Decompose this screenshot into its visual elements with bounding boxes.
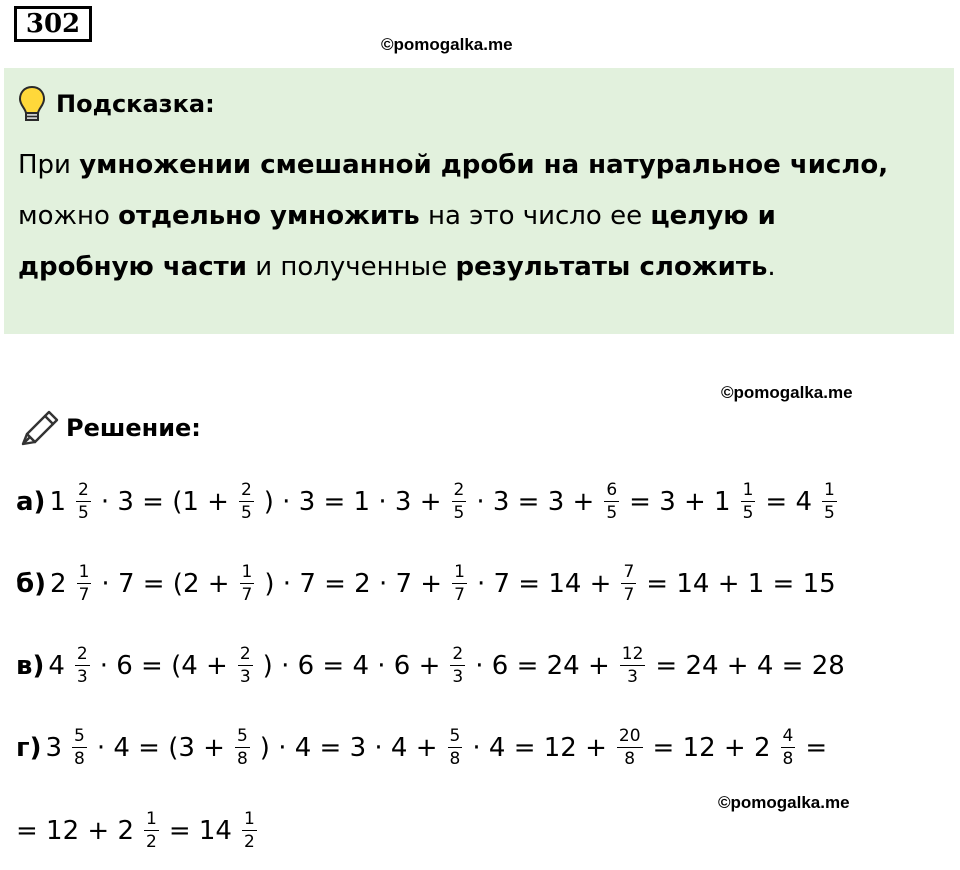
- equation-g: [16, 727, 827, 768]
- equation-a: [16, 481, 840, 522]
- fraction-denominator: 8: [236, 749, 248, 769]
- equation-text: = 12 + 2: [652, 732, 771, 763]
- fraction-denominator: 3: [239, 667, 251, 687]
- fraction-denominator: 7: [78, 585, 90, 605]
- hint-bold-text: отдельно умножить: [118, 201, 420, 231]
- equation-text: =: [805, 732, 828, 763]
- equation-text: ) · 6 = 4 · 6 +: [262, 650, 441, 681]
- fraction-denominator: 3: [76, 667, 88, 687]
- lightbulb-icon: [18, 85, 46, 123]
- hint-header: [18, 84, 954, 124]
- fraction: [620, 645, 646, 686]
- equation-text: = 3 + 1: [629, 486, 731, 517]
- hint-text: [18, 140, 954, 293]
- fraction: [238, 645, 253, 686]
- equation-text: · 4 = 12 +: [472, 732, 607, 763]
- fraction: [76, 481, 91, 522]
- fraction: [239, 481, 254, 522]
- hint-text-run: и полученные: [246, 252, 456, 282]
- fraction-denominator: 8: [449, 749, 461, 769]
- fraction: [617, 727, 643, 768]
- fraction-numerator: 2: [239, 644, 251, 664]
- fraction-numerator: 1: [146, 809, 157, 829]
- equation-text: = 14 + 1 = 15: [646, 568, 836, 599]
- fraction-numerator: 1: [742, 480, 754, 500]
- fraction: [77, 563, 92, 604]
- fraction: [604, 481, 619, 522]
- equation-text: · 7 = (2 +: [101, 568, 230, 599]
- equation-text: ) · 7 = 2 · 7 +: [264, 568, 443, 599]
- pencil-icon: [18, 408, 60, 448]
- fraction-numerator: 2: [452, 644, 464, 664]
- equation-text: ) · 3 = 1 · 3 +: [263, 486, 442, 517]
- equation-text: · 3 = 3 +: [476, 486, 595, 517]
- fraction-denominator: 5: [77, 503, 89, 523]
- hint-bold-text: целую и: [650, 201, 776, 231]
- fraction: [822, 481, 837, 522]
- fraction: [781, 727, 796, 768]
- fraction: [75, 645, 90, 686]
- fraction: [72, 727, 87, 768]
- fraction-numerator: 7: [623, 562, 635, 582]
- fraction-numerator: 20: [618, 726, 641, 746]
- solution-header: [18, 408, 201, 448]
- hint-line-2: [18, 191, 954, 242]
- equation-text: 4: [48, 650, 65, 681]
- hint-line-1: [18, 140, 954, 191]
- fraction-denominator: 7: [623, 585, 635, 605]
- fraction: [450, 645, 465, 686]
- hint-text-run: на это число ее: [419, 201, 651, 231]
- fraction: [448, 727, 463, 768]
- fraction-numerator: 1: [454, 562, 465, 582]
- fraction: [452, 481, 467, 522]
- fraction-denominator: 8: [782, 749, 794, 769]
- fraction: [144, 810, 159, 851]
- fraction-denominator: 5: [606, 503, 618, 523]
- equation-text: = 24 + 4 = 28: [655, 650, 845, 681]
- fraction-denominator: 3: [452, 667, 464, 687]
- solution-title: Решение:: [66, 414, 201, 442]
- equation-g-continued: [16, 810, 260, 851]
- fraction-denominator: 7: [241, 585, 253, 605]
- fraction-denominator: 7: [454, 585, 465, 605]
- equation-text: · 4 = (3 +: [96, 732, 225, 763]
- hint-bold-text: умножении смешанной дроби на натуральное число,: [79, 150, 889, 180]
- equation-text: · 6 = 24 +: [475, 650, 610, 681]
- equation-text: · 6 = (4 +: [99, 650, 228, 681]
- fraction: [452, 563, 467, 604]
- hint-line-3: [18, 242, 954, 293]
- fraction-numerator: 1: [243, 809, 255, 829]
- equation-label: б): [16, 568, 47, 599]
- fraction-numerator: 5: [449, 726, 461, 746]
- fraction-denominator: 3: [627, 667, 638, 687]
- fraction-denominator: 5: [824, 503, 835, 523]
- fraction: [741, 481, 756, 522]
- hint-text-run: можно: [18, 201, 119, 231]
- fraction-numerator: 5: [74, 726, 85, 746]
- watermark-middle: ©pomogalka.me: [721, 383, 853, 402]
- fraction-numerator: 4: [782, 726, 794, 746]
- equation-text: = 14: [168, 815, 232, 846]
- fraction-denominator: 2: [146, 832, 157, 852]
- fraction-numerator: 5: [236, 726, 248, 746]
- fraction: [240, 563, 255, 604]
- hint-box: [4, 68, 954, 334]
- hint-text-run: При: [18, 150, 80, 180]
- equation-text: 1: [49, 486, 66, 517]
- fraction-denominator: 2: [243, 832, 255, 852]
- equation-label: г): [16, 732, 42, 763]
- fraction: [242, 810, 257, 851]
- fraction-denominator: 5: [453, 503, 465, 523]
- task-number: 302: [14, 6, 92, 42]
- fraction: [235, 727, 250, 768]
- equation-label: а): [16, 486, 46, 517]
- fraction: [621, 563, 636, 604]
- equation-text: 2: [50, 568, 67, 599]
- fraction-numerator: 6: [606, 480, 618, 500]
- fraction-numerator: 12: [621, 644, 644, 664]
- fraction-numerator: 2: [240, 480, 252, 500]
- equation-text: = 4: [765, 486, 813, 517]
- equation-text: 3: [45, 732, 63, 763]
- fraction-numerator: 2: [453, 480, 465, 500]
- equation-text: ) · 4 = 3 · 4 +: [259, 732, 438, 763]
- hint-bold-text: результаты сложить: [455, 252, 768, 282]
- equation-v: [16, 645, 845, 686]
- hint-bold-text: дробную части: [18, 252, 247, 282]
- hint-text-run: .: [767, 252, 776, 282]
- fraction-numerator: 2: [76, 644, 88, 664]
- equation-text: = 12 + 2: [16, 815, 134, 846]
- fraction-numerator: 1: [78, 562, 90, 582]
- fraction-denominator: 5: [240, 503, 252, 523]
- fraction-denominator: 8: [74, 749, 85, 769]
- fraction-numerator: 1: [241, 562, 253, 582]
- hint-title: Подсказка:: [56, 90, 215, 118]
- watermark-bottom: ©pomogalka.me: [718, 793, 850, 812]
- equation-b: [16, 563, 836, 604]
- fraction-denominator: 8: [624, 749, 636, 769]
- fraction-numerator: 1: [824, 480, 835, 500]
- equation-label: в): [16, 650, 45, 681]
- equation-text: · 3 = (1 +: [100, 486, 229, 517]
- watermark-top: ©pomogalka.me: [381, 35, 513, 54]
- fraction-denominator: 5: [742, 503, 754, 523]
- fraction-numerator: 2: [77, 480, 89, 500]
- equation-text: · 7 = 14 +: [476, 568, 612, 599]
